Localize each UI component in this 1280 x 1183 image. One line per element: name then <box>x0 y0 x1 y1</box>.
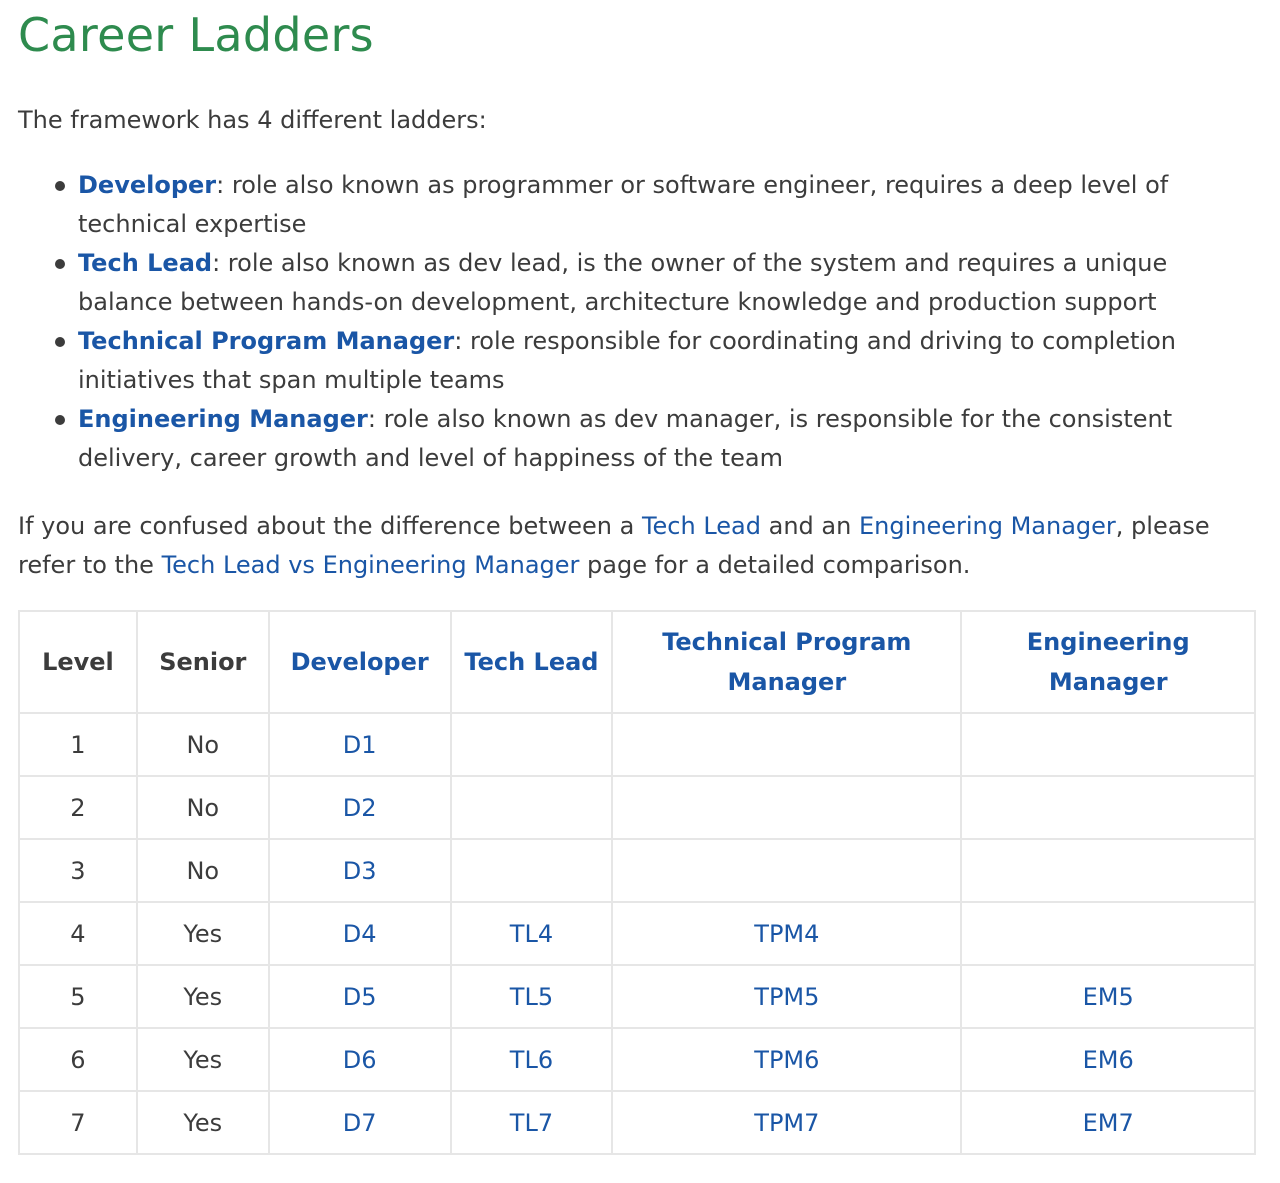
paragraph-text: , please refer to the <box>18 512 1210 579</box>
ladder-list <box>18 166 1228 478</box>
cell-tech-lead <box>451 839 613 902</box>
table-row <box>19 902 1255 965</box>
header-level: Level <box>19 611 137 713</box>
cell-engineering-manager[interactable] <box>961 1028 1255 1091</box>
cell-level: 1 <box>19 713 137 776</box>
list-item-tech-lead <box>18 244 1228 322</box>
cell-senior: Yes <box>137 1028 269 1091</box>
engineering-manager-level-link[interactable]: EM5 <box>1082 982 1134 1011</box>
cell-tpm[interactable] <box>612 1028 961 1091</box>
table-row <box>19 839 1255 902</box>
cell-tech-lead[interactable] <box>451 1028 613 1091</box>
tech-lead-level-link[interactable]: TL6 <box>509 1045 554 1074</box>
engineering-manager-level-link[interactable]: EM6 <box>1082 1045 1134 1074</box>
engineering-manager-inline-link[interactable]: Engineering Manager <box>858 512 1116 540</box>
developer-link[interactable]: Developer <box>78 171 217 199</box>
cell-senior: No <box>137 713 269 776</box>
list-item-engineering-manager <box>18 400 1228 478</box>
cell-engineering-manager <box>961 713 1255 776</box>
cell-developer[interactable] <box>269 776 451 839</box>
tpm-level-link[interactable]: TPM4 <box>754 919 820 948</box>
cell-developer[interactable] <box>269 965 451 1028</box>
tech-lead-description: : role also known as dev lead, is the owner of the system and requires a unique balance between hands-on development, architecture knowledge and production support <box>78 249 1168 316</box>
header-developer-link[interactable]: Developer <box>290 648 429 676</box>
cell-tech-lead <box>451 713 613 776</box>
tpm-link[interactable]: Technical Program Manager <box>78 327 455 355</box>
cell-developer[interactable] <box>269 713 451 776</box>
developer-level-link[interactable]: D3 <box>342 856 377 885</box>
header-senior: Senior <box>137 611 269 713</box>
tech-lead-level-link[interactable]: TL7 <box>509 1108 554 1137</box>
header-engineering-manager-link[interactable]: Engineering Manager <box>1026 628 1190 696</box>
header-developer[interactable] <box>269 611 451 713</box>
developer-level-link[interactable]: D5 <box>342 982 377 1011</box>
cell-tpm[interactable] <box>612 902 961 965</box>
bullet-icon <box>55 259 65 269</box>
cell-engineering-manager <box>961 776 1255 839</box>
tpm-level-link[interactable]: TPM5 <box>754 982 820 1011</box>
list-item-developer <box>18 166 1228 244</box>
cell-level: 2 <box>19 776 137 839</box>
cell-senior: No <box>137 776 269 839</box>
tpm-level-link[interactable]: TPM7 <box>754 1108 820 1137</box>
cell-tech-lead[interactable] <box>451 1091 613 1154</box>
table-row <box>19 1028 1255 1091</box>
table-row <box>19 965 1255 1028</box>
cell-tpm[interactable] <box>612 965 961 1028</box>
developer-level-link[interactable]: D4 <box>342 919 377 948</box>
table-header-row <box>19 611 1255 713</box>
developer-level-link[interactable]: D1 <box>342 730 377 759</box>
cell-engineering-manager <box>961 902 1255 965</box>
cell-tpm <box>612 839 961 902</box>
cell-tech-lead[interactable] <box>451 902 613 965</box>
developer-level-link[interactable]: D7 <box>342 1108 377 1137</box>
intro-text: The framework has 4 different ladders: <box>18 106 487 134</box>
header-tpm[interactable] <box>612 611 961 713</box>
bullet-icon <box>55 181 65 191</box>
engineering-manager-description: : role also known as dev manager, is responsible for the consistent delivery, career growth and level of happiness of the team <box>78 405 1173 472</box>
cell-tpm[interactable] <box>612 1091 961 1154</box>
header-tech-lead[interactable] <box>451 611 613 713</box>
header-tpm-link[interactable]: Technical Program Manager <box>662 628 912 696</box>
cell-level: 7 <box>19 1091 137 1154</box>
cell-senior: Yes <box>137 902 269 965</box>
cell-tech-lead <box>451 776 613 839</box>
cell-developer[interactable] <box>269 1091 451 1154</box>
paragraph-text: page for a detailed comparison. <box>579 551 971 579</box>
cell-engineering-manager[interactable] <box>961 965 1255 1028</box>
tech-lead-inline-link[interactable]: Tech Lead <box>641 512 761 540</box>
paragraph-text: If you are confused about the difference between a <box>18 512 642 540</box>
cell-tech-lead[interactable] <box>451 965 613 1028</box>
cell-engineering-manager <box>961 839 1255 902</box>
tech-lead-level-link[interactable]: TL5 <box>509 982 554 1011</box>
header-engineering-manager[interactable] <box>961 611 1255 713</box>
ladder-table <box>18 610 1256 1155</box>
cell-tpm <box>612 713 961 776</box>
table-row <box>19 776 1255 839</box>
cell-level: 4 <box>19 902 137 965</box>
cell-level: 6 <box>19 1028 137 1091</box>
cell-level: 5 <box>19 965 137 1028</box>
cell-developer[interactable] <box>269 839 451 902</box>
cell-tpm <box>612 776 961 839</box>
tech-lead-link[interactable]: Tech Lead <box>78 249 213 277</box>
cell-level: 3 <box>19 839 137 902</box>
page-title: Career Ladders <box>18 8 374 62</box>
comparison-page-link[interactable]: Tech Lead vs Engineering Manager <box>161 551 580 579</box>
developer-description: : role also known as programmer or software engineer, requires a deep level of technical expertise <box>78 171 1169 238</box>
tech-lead-level-link[interactable]: TL4 <box>509 919 554 948</box>
engineering-manager-level-link[interactable]: EM7 <box>1082 1108 1134 1137</box>
cell-developer[interactable] <box>269 902 451 965</box>
cell-senior: Yes <box>137 1091 269 1154</box>
cell-senior: Yes <box>137 965 269 1028</box>
engineering-manager-link[interactable]: Engineering Manager <box>78 405 368 433</box>
list-item-tpm <box>18 322 1228 400</box>
bullet-icon <box>55 337 65 347</box>
table-row <box>19 1091 1255 1154</box>
paragraph-text: and an <box>761 512 859 540</box>
cell-engineering-manager[interactable] <box>961 1091 1255 1154</box>
tpm-level-link[interactable]: TPM6 <box>754 1045 820 1074</box>
header-tech-lead-link[interactable]: Tech Lead <box>464 648 599 676</box>
developer-level-link[interactable]: D2 <box>342 793 377 822</box>
cell-developer[interactable] <box>269 1028 451 1091</box>
tpm-description: : role responsible for coordinating and driving to completion initiatives that span multiple teams <box>78 327 1176 394</box>
bullet-icon <box>55 415 65 425</box>
table-body <box>19 713 1255 1154</box>
comparison-paragraph <box>18 507 1238 585</box>
table-row <box>19 713 1255 776</box>
cell-senior: No <box>137 839 269 902</box>
developer-level-link[interactable]: D6 <box>342 1045 377 1074</box>
